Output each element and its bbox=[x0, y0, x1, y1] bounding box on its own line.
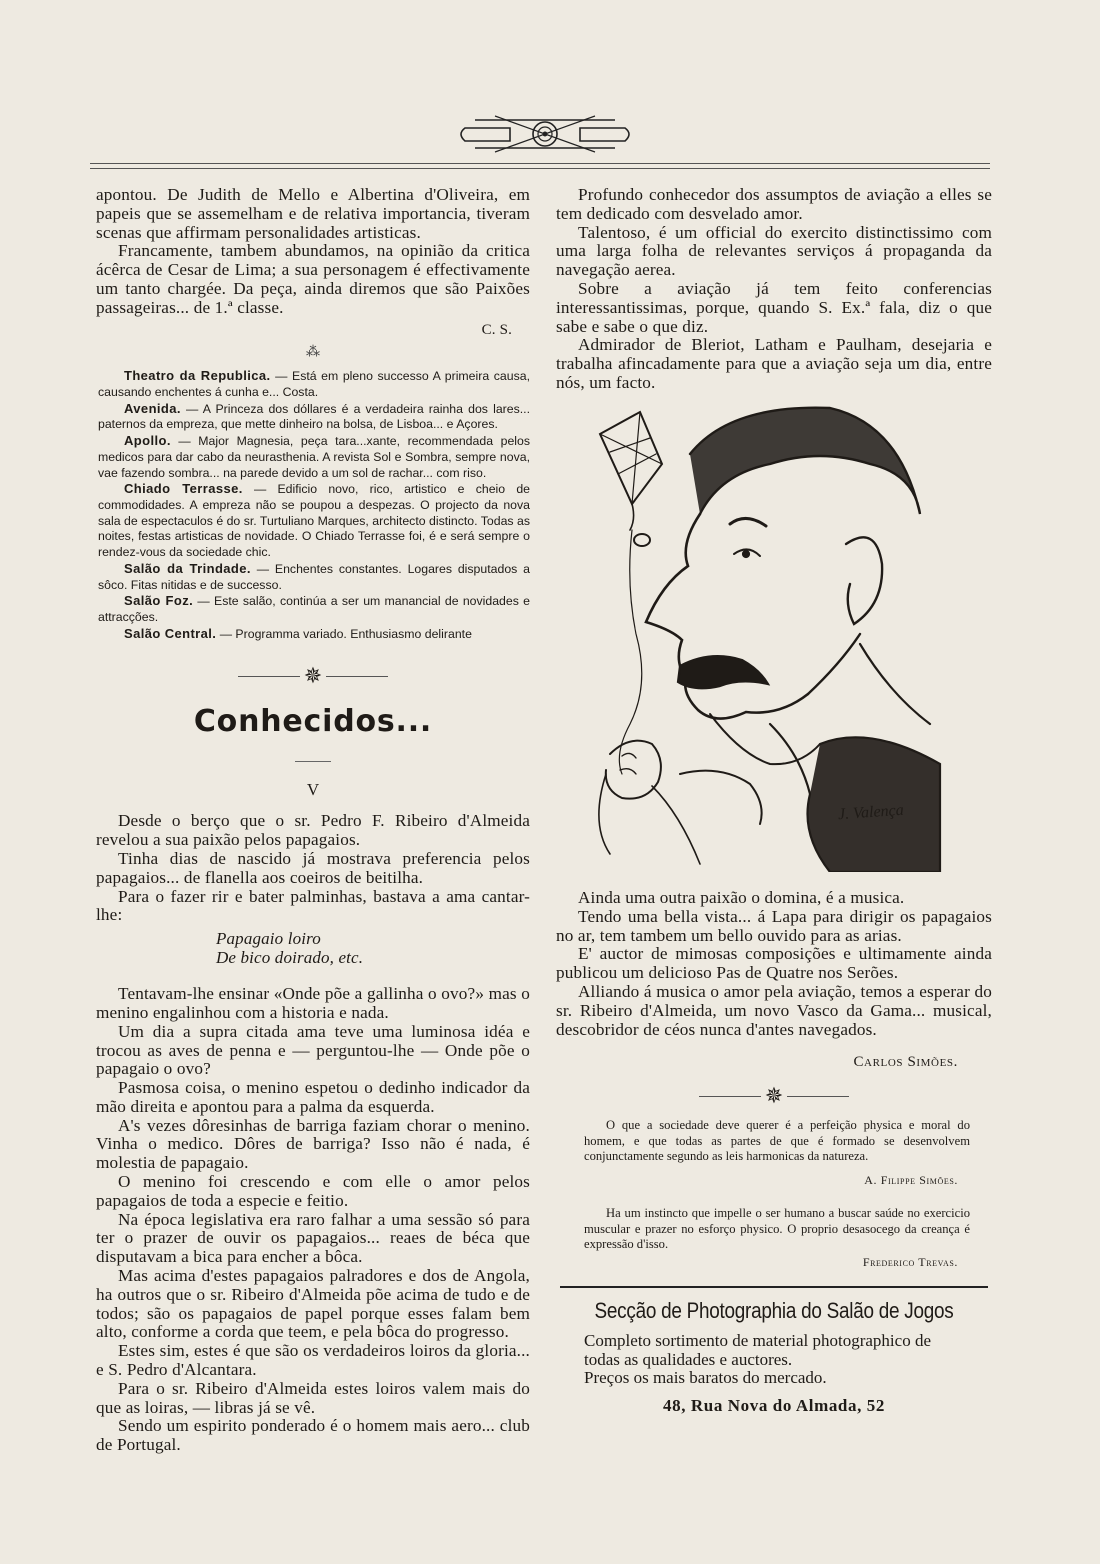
article-paragraph: Profundo conhecedor dos assumptos de aviação a elles se tem dedicado com desvelado amor. bbox=[556, 185, 992, 223]
quote-signature: Frederico Trevas. bbox=[862, 1254, 958, 1269]
article-paragraph: Pasmosa coisa, o menino espetou o dedinho indicador da mão direita e apontou para a palma da esquerda. bbox=[96, 1078, 530, 1116]
article-continuation bbox=[556, 186, 992, 393]
quote-block bbox=[556, 1118, 992, 1270]
poem-line: Papagaio loiro bbox=[216, 929, 321, 949]
article-paragraph: A's vezes dôresinhas de barriga faziam chorar o menino. Vinha o medico. Dôres de barriga? Isso não é nada, é molestia de papagaio. bbox=[96, 1115, 530, 1173]
advertisement-rule bbox=[560, 1286, 988, 1288]
advertisement-line: todas as qualidades e auctores. bbox=[584, 1349, 793, 1369]
theatre-entry bbox=[98, 593, 530, 625]
article-paragraph: Na época legislativa era raro falhar a uma sessão só para ter o prazer de ouvir os papagaios... reaes de béca que disputavam a bica para encher a bôca. bbox=[96, 1209, 530, 1267]
theatre-text: — Programma variado. Enthusiasmo delirante bbox=[216, 626, 472, 641]
article-text bbox=[96, 812, 530, 1455]
theatre-name: Salão da Trindade. bbox=[124, 560, 251, 576]
advertisement-line: Completo sortimento de material photographico de bbox=[584, 1331, 931, 1351]
article-heading: Conhecidos... bbox=[193, 704, 433, 740]
ornament-line bbox=[238, 676, 300, 677]
quote-text: O que a sociedade deve querer é a perfeição physica e moral do homem, e que todas as partes de que é formado se desenvolvem conjunctamente segundo as leis harmonicas da natureza. bbox=[584, 1118, 970, 1164]
advertisement-line: Preços os mais baratos do mercado. bbox=[584, 1368, 827, 1388]
article-paragraph: Sobre a aviação já tem feito conferencias interessantissimas, porque, quando S. Ex.ª fala, diz o que sabe e sabe o que diz. bbox=[556, 278, 992, 336]
theatre-name: Chiado Terrasse. bbox=[124, 481, 243, 497]
article-paragraph: Ainda uma outra paixão o domina, é a musica. bbox=[578, 888, 905, 907]
left-column bbox=[96, 186, 530, 1455]
article-paragraph: O menino foi crescendo e com elle o amor pelos papagaios de toda a especie e feitio. bbox=[96, 1172, 530, 1210]
advertisement-title: Secção de Photographia do Salão de Jogos bbox=[594, 1298, 954, 1324]
article-signature: Carlos Simões. bbox=[853, 1054, 958, 1071]
theatre-entry bbox=[98, 561, 530, 593]
article-part-number: V bbox=[306, 780, 320, 800]
advertisement-text bbox=[556, 1332, 992, 1388]
article-paragraph: Tinha dias de nascido já mostrava preferencia pelos papagaios... de flanella aos coeiros de beitilha. bbox=[96, 848, 530, 887]
heading-rule bbox=[295, 761, 331, 762]
article-paragraph: Estes sim, estes é que são os verdadeiros loiros da gloria... e S. Pedro d'Alcantara. bbox=[96, 1341, 530, 1380]
article-paragraph: Mas acima d'estes papagaios palradores e dos de Angola, ha outros que o sr. Ribeiro d'Almeida põe acima de tudo e de todos; são os papagaios de papel porque esses falam bem alto, conforme a corda que teem, e pela bôca do progresso. bbox=[96, 1266, 530, 1342]
caricature-illustration bbox=[570, 394, 950, 872]
theatre-name: Salão Central. bbox=[124, 625, 217, 641]
article-paragraph: Alliando á musica o amor pela aviação, temos a esperar do sr. Ribeiro d'Almeida, um novo Vasco da Gama... musical, descobridor de céos nunca d'antes navegados. bbox=[556, 981, 992, 1039]
review-text bbox=[96, 186, 530, 339]
article-paragraph: Desde o berço que o sr. Pedro F. Ribeiro d'Almeida revelou a sua paixão pelos papagaios. bbox=[96, 811, 530, 850]
right-column bbox=[556, 186, 992, 393]
theatre-entry bbox=[98, 626, 530, 643]
article-paragraph: Para o sr. Ribeiro d'Almeida estes loiros valem mais do que as loiras, — libras já se vê. bbox=[96, 1378, 530, 1417]
theatre-text: — Major Magnesia, peça tara...xante, recommendada pelos medicos para dar cabo da neurasthenia. A revista Sol e Sombra, sempre nova, vae fazendo sombra... na parede devido a um sol de rachar... com riso. bbox=[98, 434, 530, 480]
review-paragraph: apontou. De Judith de Mello e Albertina d'Oliveira, em papeis que se assemelham e de relativa importancia, tiveram scenas que affirmam personalidades artisticas. bbox=[96, 185, 530, 242]
article-paragraph: Admirador de Bleriot, Latham e Paulham, desejaria e trabalha afincadamente para que a aviação seja um dia, entre nós, um facto. bbox=[556, 335, 992, 392]
section-ornament bbox=[96, 663, 530, 689]
article-paragraph: E' auctor de mimosas composições e ultimamente ainda publicou um delicioso Pas de Quatre nos Serões. bbox=[556, 944, 992, 983]
poem bbox=[96, 929, 530, 967]
ornament-line bbox=[326, 676, 388, 677]
asterism: ⁂ bbox=[306, 345, 320, 361]
header-rule bbox=[90, 163, 990, 169]
theatre-entry bbox=[98, 433, 530, 481]
theatre-text: — Edificio novo, rico, artistico e cheio de commodidades. A empreza não se poupou a despezas. O projecto da nova sala de espectaculos é do sr. Turtuliano Marques, architecto distincto. Todas as noites, festas artisticas de novidade. O Chiado Terrasse foi, é e será sempre o rendez-vous da sociedade chic. bbox=[98, 482, 530, 560]
theatre-text: — Este salão, continúa a ser um manancial de novidades e attracções. bbox=[98, 594, 530, 624]
article-paragraph: Sendo um espirito ponderado é o homem mais aero... club de Portugal. bbox=[96, 1416, 530, 1455]
quote-text: Ha um instincto que impelle o ser humano a buscar saúde no exercicio muscular e prazer no esforço physico. O proprio desasocego da creança é expressão d'isso. bbox=[584, 1206, 970, 1252]
theatre-name: Salão Foz. bbox=[124, 593, 194, 609]
article-paragraph: Um dia a supra citada ama teve uma luminosa idéa e trocou as aves de penna e — perguntou-lhe — Onde põe o papagaio o ovo? bbox=[96, 1021, 530, 1079]
theatre-name: Avenida. bbox=[124, 400, 181, 416]
article-paragraph: Talentoso, é um official do exercito distinctissimo com uma larga folha de relevantes serviços á propaganda da navegação aerea. bbox=[556, 222, 992, 280]
poem-line: De bico doirado, etc. bbox=[216, 948, 364, 968]
article-ending bbox=[556, 889, 992, 1072]
right-lower bbox=[556, 889, 992, 1416]
star-ornament-icon: ✵ bbox=[764, 1083, 784, 1109]
theatre-entry bbox=[98, 368, 530, 400]
theatre-listings bbox=[96, 368, 530, 642]
theatre-text: — A Princeza dos dóllares é a verdadeira rainha dos lares... paternos da empreza, que mette dinheiro na bolsa, de Lisboa... e Açores. bbox=[98, 401, 530, 432]
ornament-line bbox=[699, 1096, 761, 1097]
theatre-entry bbox=[98, 481, 530, 561]
theatre-name: Theatro da Republica. bbox=[124, 368, 271, 384]
star-ornament-icon: ✵ bbox=[303, 663, 323, 689]
advertisement-address: 48, Rua Nova do Almada, 52 bbox=[663, 1395, 885, 1415]
review-paragraph: Francamente, tambem abundamos, na opinião da critica ácêrca de Cesar de Lima; a sua personagem é effectivamente um tanto chargée. Da peça, ainda diremos que são Paixões passageiras... de 1.ª classe. bbox=[96, 241, 530, 317]
article-paragraph: Para o fazer rir e bater palminhas, bastava a ama cantar-lhe: bbox=[96, 886, 530, 925]
review-signature: C. S. bbox=[481, 321, 512, 338]
ornament-line bbox=[787, 1096, 849, 1097]
masthead-logo bbox=[455, 108, 635, 156]
theatre-text: — Enchentes constantes. Logares disputados a sôco. Fitas nitidas e de successo. bbox=[98, 561, 530, 592]
artist-signature: J. Valença bbox=[837, 801, 905, 824]
section-ornament bbox=[556, 1083, 992, 1109]
article-paragraph: Tendo uma bella vista... á Lapa para dirigir os papagaios no ar, tem tambem um bello ouvido para as arias. bbox=[556, 906, 992, 945]
theatre-text: — Está em pleno successo A primeira causa, causando enchentes á cunha e... Costa. bbox=[98, 369, 530, 400]
theatre-name: Apollo. bbox=[124, 433, 171, 449]
quote-signature: A. Filippe Simões. bbox=[864, 1172, 958, 1187]
theatre-entry bbox=[98, 401, 530, 433]
article-paragraph: Tentavam-lhe ensinar «Onde põe a gallinha o ovo?» mas o menino engalinhou com a historia e nada. bbox=[96, 984, 530, 1022]
